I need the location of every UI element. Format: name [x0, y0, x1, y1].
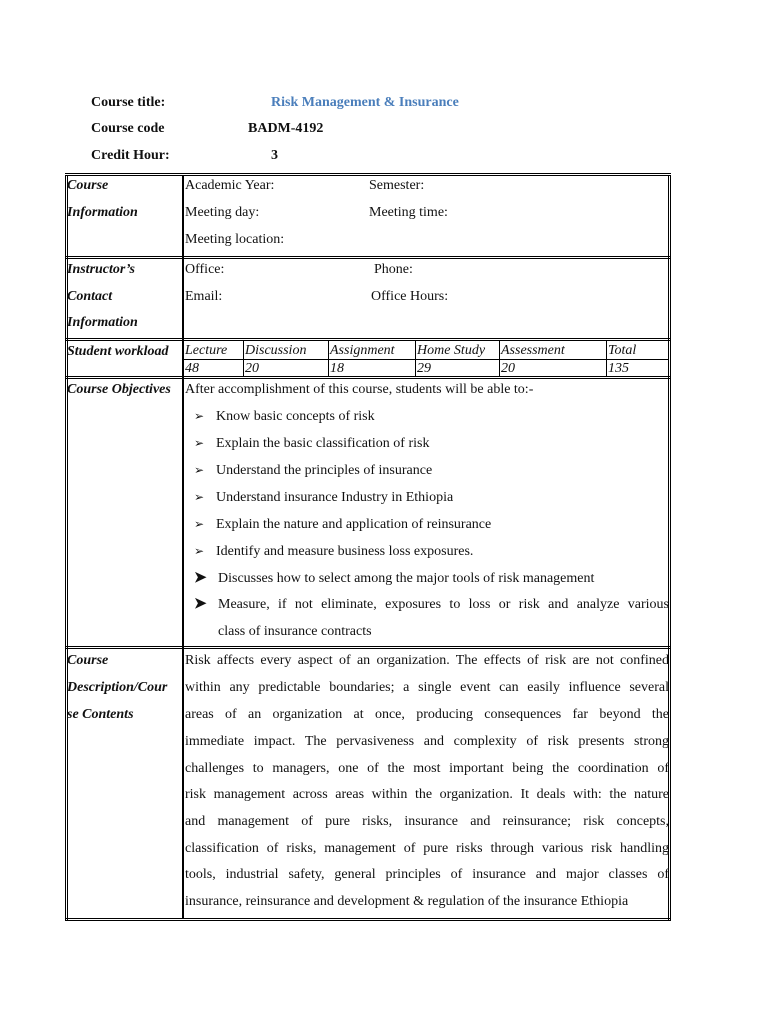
objective-item: Know basic concepts of risk: [216, 409, 375, 424]
workload-col-sep: [415, 341, 416, 376]
course-code-label: Course code: [91, 121, 165, 136]
description-label-2: Description/Cour: [67, 680, 168, 695]
objective-item: Explain the basic classification of risk: [216, 436, 430, 451]
arrow-bullet-icon: ➤: [194, 596, 207, 612]
workload-col-sep: [243, 341, 244, 376]
arrow-bullet-icon: ➢: [194, 544, 205, 558]
arrow-bullet-icon: ➢: [194, 490, 205, 504]
description-line: Risk affects every aspect of an organization. The effects of risk are not confined: [185, 653, 669, 668]
table-bottom-border: [65, 918, 671, 921]
objective-item: Discusses how to select among the major tools of risk management: [218, 571, 595, 586]
description-line: immediate impact. The pervasiveness and complexity of risk presents strong: [185, 734, 669, 749]
credit-hour-label: Credit Hour:: [91, 148, 170, 163]
workload-divider: [184, 359, 669, 360]
course-title-value: Risk Management & Insurance: [271, 95, 459, 110]
arrow-bullet-icon: ➢: [194, 409, 205, 423]
arrow-bullet-icon: ➢: [194, 436, 205, 450]
description-line: risk management across areas within the organization. It deals with: the nature: [185, 787, 669, 802]
workload-value: 20: [501, 361, 515, 376]
objective-item: Understand insurance Industry in Ethiopia: [216, 490, 454, 505]
objective-item-continued: class of insurance contracts: [218, 624, 372, 639]
workload-header: Assessment: [501, 343, 565, 358]
workload-header: Home Study: [417, 343, 486, 358]
workload-col-sep: [328, 341, 329, 376]
objective-item: Identify and measure business loss exposures.: [216, 544, 474, 559]
workload-col-sep: [606, 341, 607, 376]
objectives-label: Course Objectives: [67, 382, 171, 397]
description-label-3: se Contents: [67, 707, 134, 722]
course-info-label-2: Information: [67, 205, 138, 220]
arrow-bullet-icon: ➢: [194, 463, 205, 477]
workload-header: Discussion: [245, 343, 307, 358]
description-line: insurance, reinsurance and development & regulation of the insurance Ethiopia: [185, 894, 629, 909]
workload-label: Student workload: [67, 344, 169, 359]
arrow-bullet-icon: ➢: [194, 517, 205, 531]
workload-value: 29: [417, 361, 431, 376]
workload-value: 18: [330, 361, 344, 376]
workload-header: Total: [608, 343, 637, 358]
instructor-label-1: Instructor’s: [67, 262, 135, 277]
column-separator: [182, 176, 184, 919]
objective-item: Measure, if not eliminate, exposures to loss or risk and analyze various: [218, 597, 669, 612]
semester: Semester:: [369, 178, 425, 193]
phone: Phone:: [374, 262, 413, 277]
workload-col-sep: [499, 341, 500, 376]
workload-value: 135: [608, 361, 629, 376]
meeting-time: Meeting time:: [369, 205, 448, 220]
workload-header: Assignment: [330, 343, 395, 358]
description-line: classification of risks, management of pure risks through various risk handling: [185, 841, 669, 856]
description-line: within any predictable boundaries; a single event can easily influence several: [185, 680, 669, 695]
workload-value: 48: [185, 361, 199, 376]
arrow-bullet-icon: ➤: [194, 570, 207, 586]
objective-item: Explain the nature and application of reinsurance: [216, 517, 492, 532]
office-hours: Office Hours:: [371, 289, 449, 304]
credit-hour-value: 3: [271, 148, 278, 163]
instructor-label-3: Information: [67, 315, 138, 330]
description-line: areas of an organization at once, producing consequences far beyond the: [185, 707, 669, 722]
description-line: challenges to managers, one of the most important being the coordination of: [185, 761, 669, 776]
description-label-1: Course: [67, 653, 109, 668]
email: Email:: [185, 289, 223, 304]
academic-year: Academic Year:: [185, 178, 275, 193]
course-info-label-1: Course: [67, 178, 109, 193]
workload-header: Lecture: [185, 343, 228, 358]
description-line: tools, industrial safety, general principles of insurance and major classes of: [185, 867, 669, 882]
meeting-location: Meeting location:: [185, 232, 285, 247]
instructor-label-2: Contact: [67, 289, 113, 304]
objectives-intro: After accomplishment of this course, students will be able to:-: [185, 382, 534, 397]
course-code-value: BADM-4192: [248, 121, 324, 136]
objective-item: Understand the principles of insurance: [216, 463, 433, 478]
meeting-day: Meeting day:: [185, 205, 260, 220]
description-line: and management of pure risks, insurance and reinsurance; risk concepts,: [185, 814, 669, 829]
course-title-label: Course title:: [91, 95, 166, 110]
workload-value: 20: [245, 361, 259, 376]
office: Office:: [185, 262, 225, 277]
